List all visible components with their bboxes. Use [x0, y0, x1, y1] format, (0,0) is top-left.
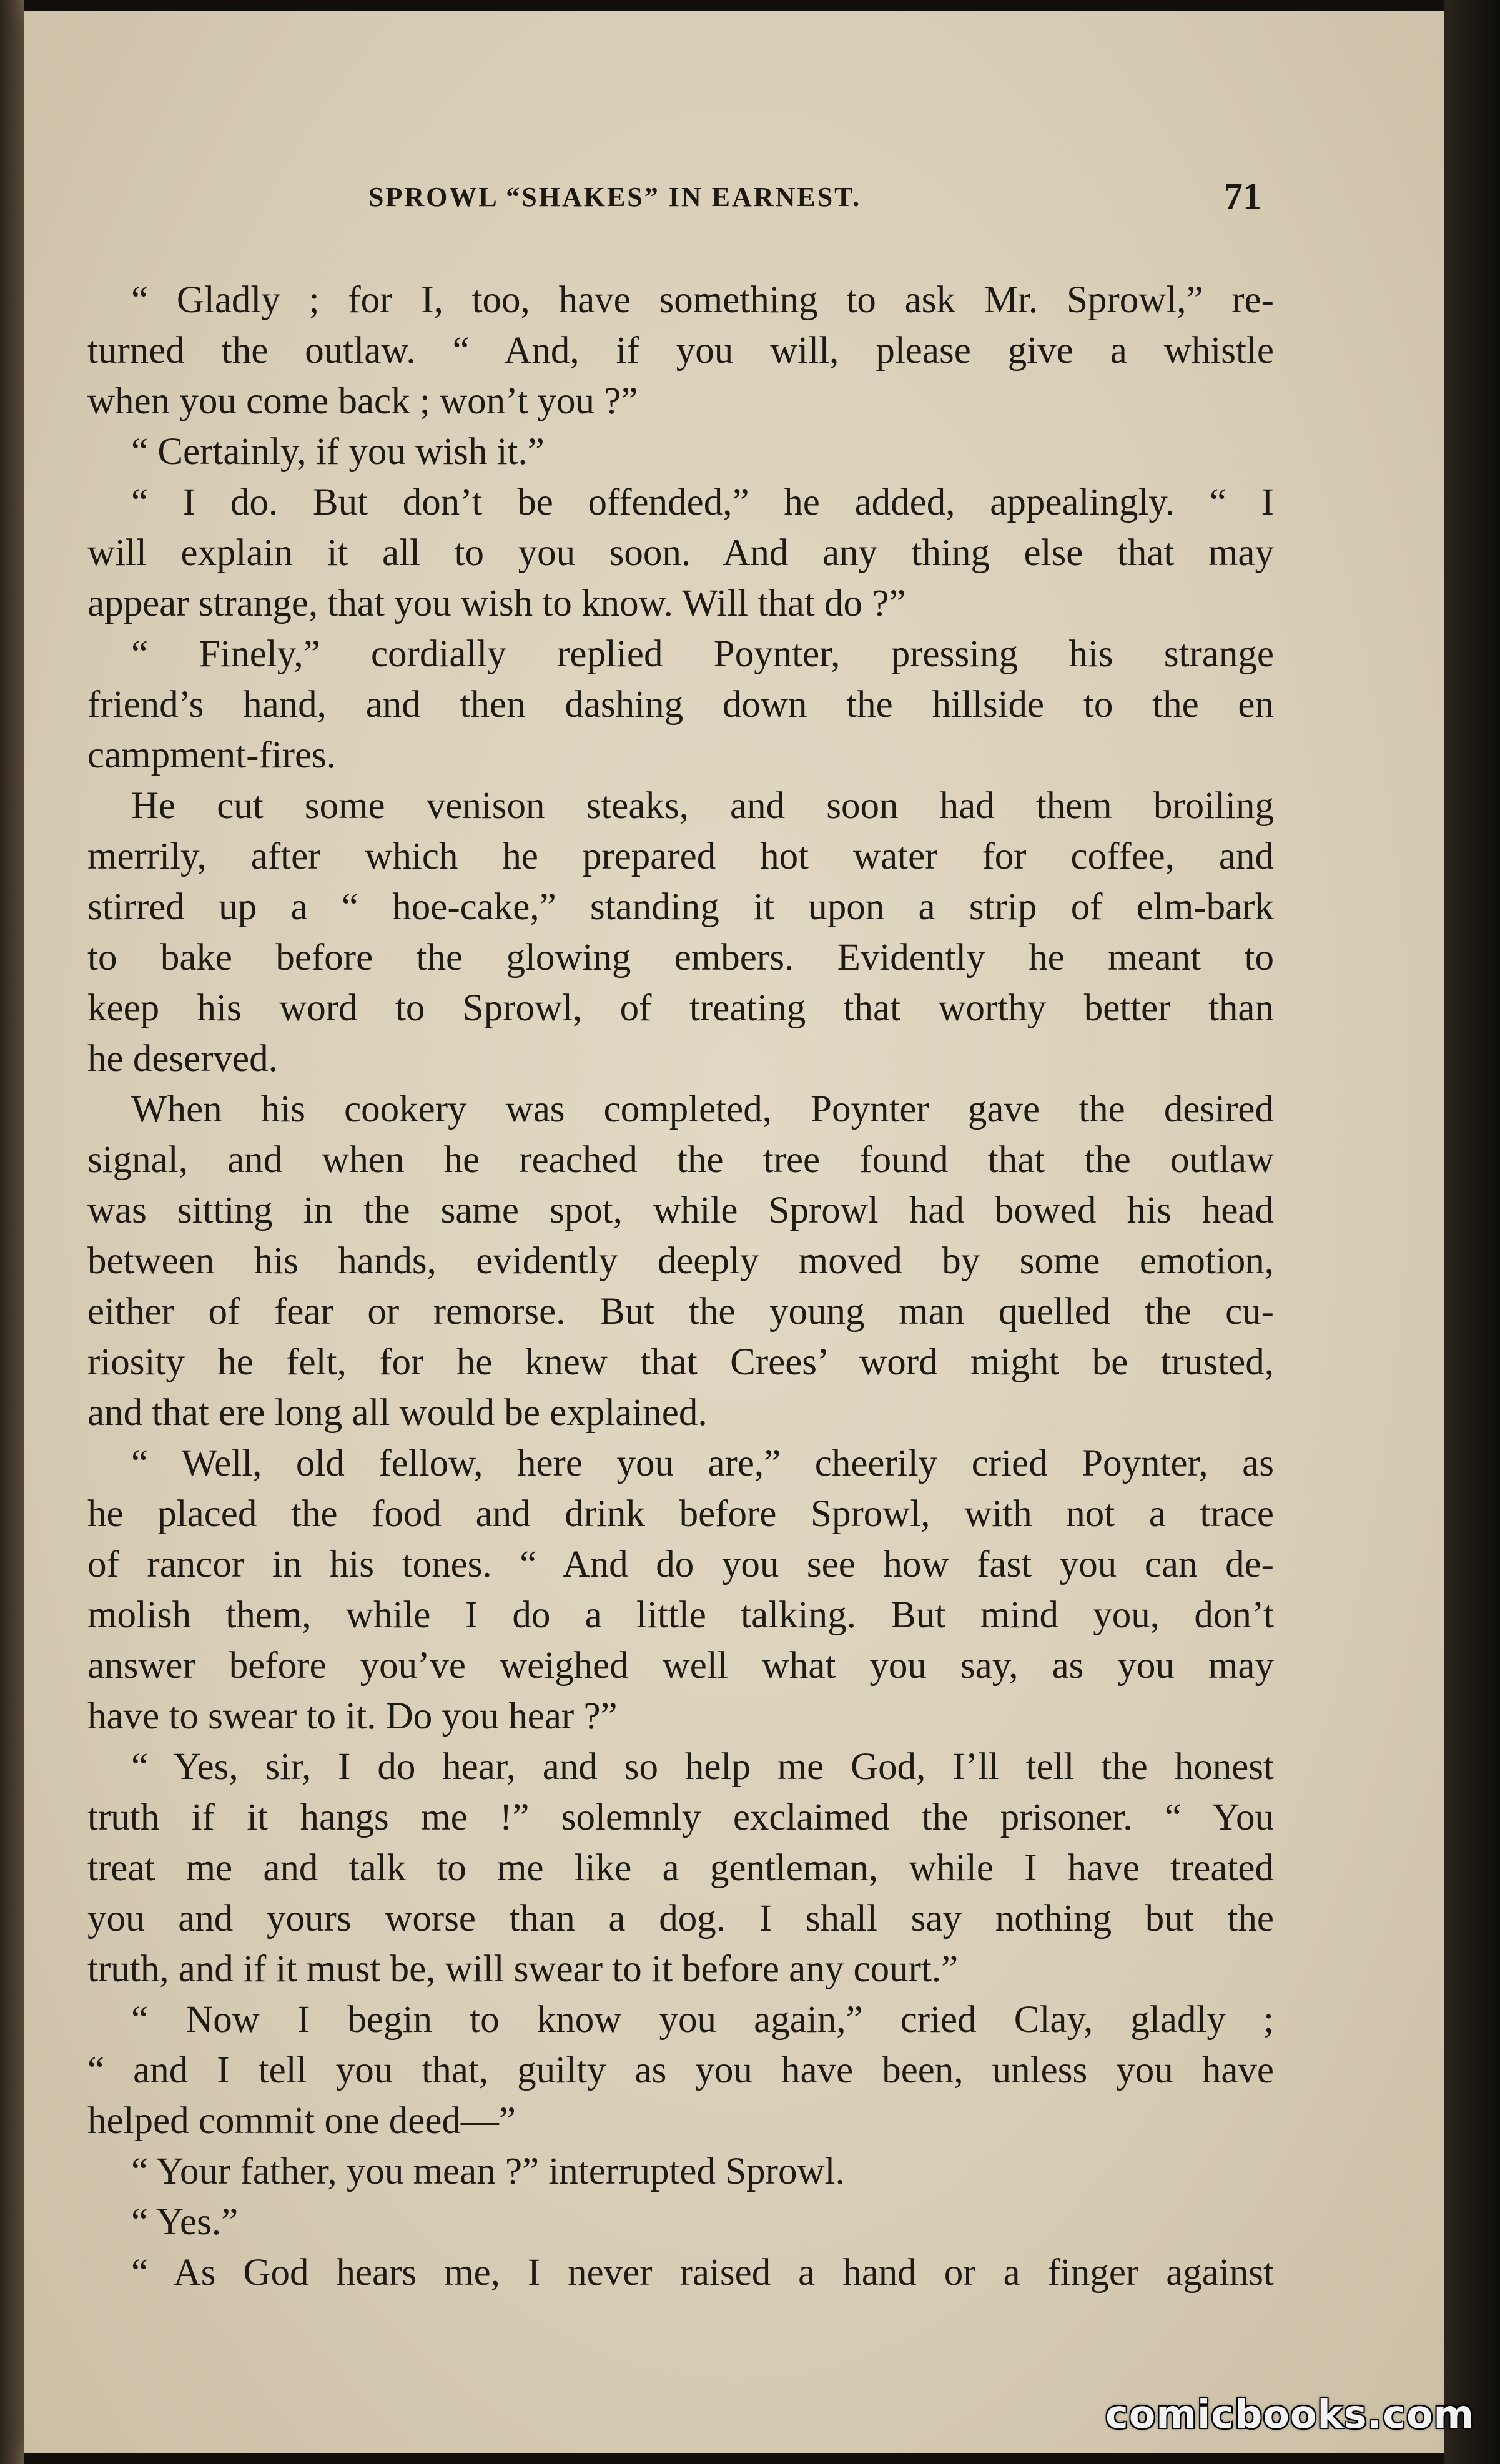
text-line: “ Yes.”: [131, 2201, 239, 2243]
text-line: “ Your father, you mean ?” interrupted Sprowl.: [131, 2151, 845, 2192]
text-line: you and yours worse than a dog. I shall say nothing but the: [87, 1898, 1274, 1939]
text-line: molish them, while I do a little talking. But mind you, don’t: [87, 1594, 1274, 1636]
text-line: of rancor in his tones. “ And do you see how fast you can de-: [87, 1544, 1274, 1585]
text-line: “ I do. But don’t be offended,” he added, appealingly. “ I: [131, 481, 1274, 523]
page-number: 71: [1224, 175, 1261, 217]
text-line: treat me and talk to me like a gentleman, while I have treated: [87, 1847, 1274, 1889]
text-line: answer before you’ve weighed well what you say, as you may: [87, 1645, 1274, 1687]
book-spine-edge: [0, 0, 24, 2464]
text-line: was sitting in the same spot, while Sprowl had bowed his head: [87, 1190, 1274, 1231]
text-line: friend’s hand, and then dashing down the hillside to the en: [87, 684, 1274, 726]
text-line: when you come back ; won’t you ?”: [87, 380, 638, 422]
text-line: “ Now I begin to know you again,” cried Clay, gladly ;: [131, 1999, 1274, 2041]
text-line: “ and I tell you that, guilty as you have been, unless you have: [87, 2049, 1274, 2091]
text-line: “ As God hears me, I never raised a hand or a finger against: [131, 2252, 1274, 2294]
text-line: truth if it hangs me !” solemnly exclaimed the prisoner. “ You: [87, 1796, 1274, 1838]
text-line: stirred up a “ hoe-cake,” standing it upon a strip of elm-bark: [87, 886, 1274, 928]
text-line: and that ere long all would be explained.: [87, 1392, 708, 1434]
text-line: appear strange, that you wish to know. Will that do ?”: [87, 583, 906, 624]
text-line: When his cookery was completed, Poynter gave the desired: [131, 1088, 1274, 1130]
text-line: he deserved.: [87, 1038, 278, 1080]
text-line: keep his word to Sprowl, of treating that worthy better than: [87, 987, 1274, 1029]
body-text: [87, 275, 1274, 2298]
text-line: to bake before the glowing embers. Evidently he meant to: [87, 937, 1274, 978]
text-line: turned the outlaw. “ And, if you will, please give a whistle: [87, 330, 1274, 372]
text-line: will explain it all to you soon. And any thing else that may: [87, 532, 1274, 574]
text-line: campment-fires.: [87, 734, 337, 776]
text-line: He cut some venison steaks, and soon had them broiling: [131, 785, 1274, 827]
text-line: he placed the food and drink before Sprowl, with not a trace: [87, 1493, 1274, 1535]
text-line: signal, and when he reached the tree found that the outlaw: [87, 1139, 1274, 1181]
text-line: “ Gladly ; for I, too, have something to ask Mr. Sprowl,” re-: [131, 279, 1274, 321]
text-line: “ Yes, sir, I do hear, and so help me God, I’ll tell the honest: [131, 1746, 1274, 1788]
running-head: SPROWL “SHAKES” IN EARNEST.: [368, 182, 862, 212]
text-line: truth, and if it must be, will swear to it before any court.”: [87, 1948, 959, 1990]
text-line: helped commit one deed—”: [87, 2100, 516, 2142]
page-right-edge: [1444, 0, 1500, 2464]
text-line: have to swear to it. Do you hear ?”: [87, 1695, 618, 1737]
text-line: merrily, after which he prepared hot water for coffee, and: [87, 835, 1274, 877]
text-line: between his hands, evidently deeply moved by some emotion,: [87, 1240, 1274, 1282]
text-line: either of fear or remorse. But the young man quelled the cu-: [87, 1291, 1274, 1333]
watermark: comicbooks.com: [1105, 2392, 1475, 2437]
text-line: “ Finely,” cordially replied Poynter, pressing his strange: [131, 633, 1274, 675]
text-line: “ Certainly, if you wish it.”: [131, 431, 545, 473]
text-line: “ Well, old fellow, here you are,” cheerily cried Poynter, as: [131, 1442, 1274, 1484]
text-line: riosity he felt, for he knew that Crees’ word might be trusted,: [87, 1341, 1274, 1383]
